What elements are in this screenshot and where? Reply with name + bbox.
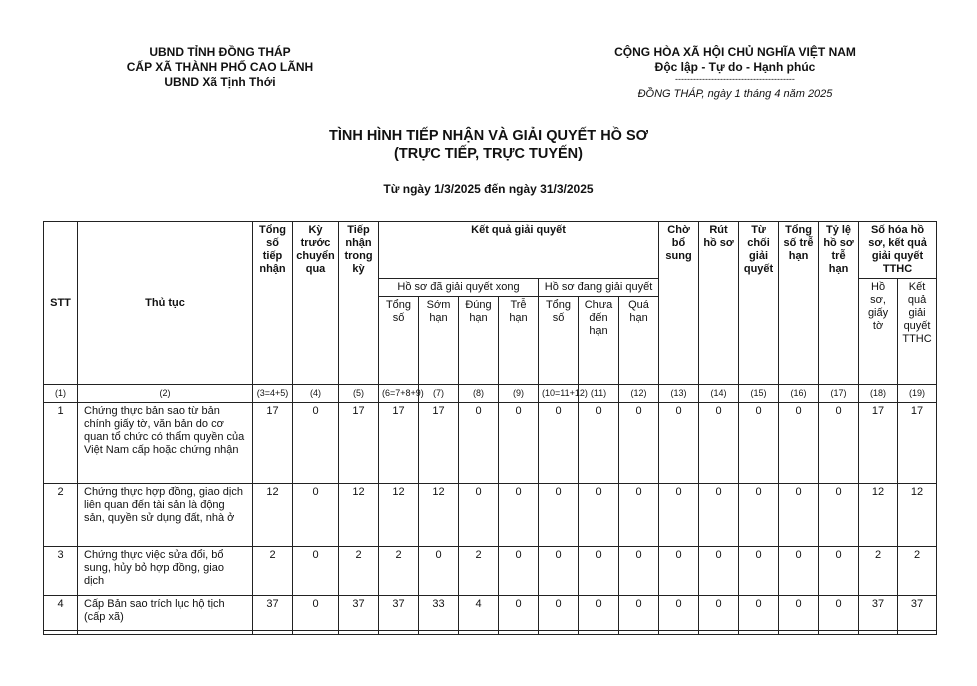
table-row bbox=[44, 403, 937, 484]
empty-cell bbox=[499, 631, 539, 635]
col-stt: STT bbox=[44, 222, 78, 385]
cell-value: 0 bbox=[293, 596, 339, 631]
cell-value: 2 bbox=[459, 547, 499, 596]
col-so-hoa-ho-so: Hồ sơ, giấy tờ bbox=[859, 279, 898, 385]
empty-cell bbox=[819, 631, 859, 635]
empty-cell bbox=[44, 631, 78, 635]
col-chua-den-han: Chưa đến hạn bbox=[579, 297, 619, 385]
empty-cell bbox=[253, 631, 293, 635]
row-stt: 3 bbox=[44, 547, 78, 596]
column-number: (19) bbox=[898, 385, 937, 403]
cell-value: 0 bbox=[739, 403, 779, 484]
agency-header bbox=[90, 45, 350, 90]
cell-value: 0 bbox=[619, 596, 659, 631]
cell-value: 0 bbox=[699, 596, 739, 631]
cell-value: 0 bbox=[619, 403, 659, 484]
empty-cell bbox=[539, 631, 579, 635]
cell-value: 0 bbox=[293, 403, 339, 484]
cell-value: 0 bbox=[779, 596, 819, 631]
cell-value: 0 bbox=[819, 596, 859, 631]
cell-value: 0 bbox=[579, 596, 619, 631]
col-ket-qua: Kết quả giải quyết bbox=[379, 222, 659, 279]
cell-value: 0 bbox=[779, 403, 819, 484]
cell-value: 0 bbox=[819, 403, 859, 484]
cell-value: 0 bbox=[739, 547, 779, 596]
column-number: (14) bbox=[699, 385, 739, 403]
cell-value: 0 bbox=[499, 596, 539, 631]
cell-value: 0 bbox=[779, 547, 819, 596]
empty-cell bbox=[293, 631, 339, 635]
report-period: Từ ngày 1/3/2025 đến ngày 31/3/2025 bbox=[383, 182, 594, 196]
cell-value: 17 bbox=[419, 403, 459, 484]
cell-value: 4 bbox=[459, 596, 499, 631]
empty-cell bbox=[419, 631, 459, 635]
column-number: (17) bbox=[819, 385, 859, 403]
column-number: (7) bbox=[419, 385, 459, 403]
empty-cell bbox=[339, 631, 379, 635]
col-dang-tong-so: Tổng số bbox=[539, 297, 579, 385]
cell-value: 12 bbox=[379, 484, 419, 547]
column-number: (9) bbox=[499, 385, 539, 403]
column-number: (5) bbox=[339, 385, 379, 403]
cell-value: 0 bbox=[539, 403, 579, 484]
cell-value: 2 bbox=[253, 547, 293, 596]
cell-value: 17 bbox=[253, 403, 293, 484]
cell-value: 0 bbox=[579, 484, 619, 547]
column-number: (16) bbox=[779, 385, 819, 403]
cell-value: 0 bbox=[699, 547, 739, 596]
table-row bbox=[44, 596, 937, 631]
cell-value: 12 bbox=[419, 484, 459, 547]
agency-city: CẤP XÃ THÀNH PHỐ CAO LÃNH bbox=[126, 60, 314, 74]
row-thu-tuc: Chứng thực hợp đồng, giao dịch liên quan đến tài sản là động sản, quyền sử dụng đất, nhà ở bbox=[78, 484, 253, 547]
row-stt: 4 bbox=[44, 596, 78, 631]
col-ky-truoc: Kỳ trước chuyển qua bbox=[293, 222, 339, 385]
col-ty-le-tre-han: Tỷ lệ hồ sơ trễ hạn bbox=[819, 222, 859, 385]
empty-cell bbox=[579, 631, 619, 635]
column-number: (11) bbox=[579, 385, 619, 403]
cell-value: 0 bbox=[819, 484, 859, 547]
row-stt: 1 bbox=[44, 403, 78, 484]
table-row bbox=[44, 547, 937, 596]
cell-value: 17 bbox=[379, 403, 419, 484]
cell-value: 37 bbox=[379, 596, 419, 631]
report-title-line1: TÌNH HÌNH TIẾP NHẬN VÀ GIẢI QUYẾT HỒ SƠ bbox=[328, 128, 649, 144]
column-number: (8) bbox=[459, 385, 499, 403]
column-number: (13) bbox=[659, 385, 699, 403]
col-tu-choi: Từ chối giải quyết bbox=[739, 222, 779, 385]
cell-value: 2 bbox=[859, 547, 898, 596]
cell-value: 12 bbox=[339, 484, 379, 547]
cell-value: 0 bbox=[819, 547, 859, 596]
cell-value: 0 bbox=[459, 403, 499, 484]
col-tre-han: Trễ hạn bbox=[499, 297, 539, 385]
cell-value: 0 bbox=[699, 403, 739, 484]
column-number: (2) bbox=[78, 385, 253, 403]
empty-cell bbox=[859, 631, 898, 635]
col-tiep-nhan-trong-ky: Tiếp nhận trong kỳ bbox=[339, 222, 379, 385]
cell-value: 0 bbox=[659, 596, 699, 631]
cell-value: 0 bbox=[499, 484, 539, 547]
cell-value: 37 bbox=[339, 596, 379, 631]
empty-cell bbox=[78, 631, 253, 635]
cell-value: 2 bbox=[379, 547, 419, 596]
agency-commune: UBND Xã Tịnh Thới bbox=[164, 75, 276, 89]
cell-value: 0 bbox=[539, 484, 579, 547]
header-separator: ---------------------------------------- bbox=[675, 74, 795, 84]
empty-cell bbox=[699, 631, 739, 635]
column-number: (3=4+5) bbox=[253, 385, 293, 403]
row-thu-tuc: Chứng thực bản sao từ bản chính giấy tờ, văn bản do cơ quan tổ chức có thẩm quyền của Việt Nam cấp hoặc chứng nhận bbox=[78, 403, 253, 484]
col-tong-so-tiep-nhan: Tổng số tiếp nhận bbox=[253, 222, 293, 385]
cell-value: 0 bbox=[293, 547, 339, 596]
cell-value: 0 bbox=[459, 484, 499, 547]
cell-value: 0 bbox=[659, 403, 699, 484]
cell-value: 0 bbox=[659, 547, 699, 596]
cell-value: 12 bbox=[898, 484, 937, 547]
column-number: (12) bbox=[619, 385, 659, 403]
row-thu-tuc: Chứng thực việc sửa đổi, bổ sung, hủy bỏ hợp đồng, giao dịch bbox=[78, 547, 253, 596]
empty-cell bbox=[459, 631, 499, 635]
column-number: (18) bbox=[859, 385, 898, 403]
cell-value: 37 bbox=[898, 596, 937, 631]
col-thu-tuc: Thủ tục bbox=[78, 222, 253, 385]
col-dung-han: Đúng hạn bbox=[459, 297, 499, 385]
cell-value: 0 bbox=[579, 547, 619, 596]
col-som-han: Sớm hạn bbox=[419, 297, 459, 385]
empty-cell bbox=[739, 631, 779, 635]
cell-value: 0 bbox=[699, 484, 739, 547]
cell-value: 0 bbox=[579, 403, 619, 484]
national-name: CỘNG HÒA XÃ HỘI CHỦ NGHĨA VIỆT NAM bbox=[614, 45, 856, 59]
column-number: (6=7+8+9) bbox=[379, 385, 419, 403]
column-number: (15) bbox=[739, 385, 779, 403]
column-number: (10=11+12) bbox=[539, 385, 579, 403]
cell-value: 0 bbox=[293, 484, 339, 547]
table-row-partial bbox=[44, 631, 937, 635]
cell-value: 0 bbox=[539, 547, 579, 596]
cell-value: 17 bbox=[898, 403, 937, 484]
cell-value: 2 bbox=[898, 547, 937, 596]
col-dang-giai-quyet: Hồ sơ đang giải quyết bbox=[539, 279, 659, 297]
cell-value: 0 bbox=[499, 547, 539, 596]
cell-value: 0 bbox=[619, 484, 659, 547]
col-qua-han: Quá hạn bbox=[619, 297, 659, 385]
cell-value: 0 bbox=[499, 403, 539, 484]
col-rut-ho-so: Rút hồ sơ bbox=[699, 222, 739, 385]
document-date: ĐỒNG THÁP, ngày 1 tháng 4 năm 2025 bbox=[637, 88, 833, 100]
col-xong-tong-so: Tổng số bbox=[379, 297, 419, 385]
report-title bbox=[0, 127, 977, 163]
col-so-hoa: Số hóa hồ sơ, kết quả giải quyết TTHC bbox=[859, 222, 937, 279]
cell-value: 12 bbox=[253, 484, 293, 547]
empty-cell bbox=[898, 631, 937, 635]
cell-value: 0 bbox=[419, 547, 459, 596]
col-tong-so-tre-han: Tổng số trễ hạn bbox=[779, 222, 819, 385]
agency-province: UBND TỈNH ĐỒNG THÁP bbox=[149, 45, 291, 59]
cell-value: 33 bbox=[419, 596, 459, 631]
national-header bbox=[575, 45, 895, 102]
col-da-giai-quyet: Hồ sơ đã giải quyết xong bbox=[379, 279, 539, 297]
table-row bbox=[44, 484, 937, 547]
column-number-row bbox=[44, 385, 937, 403]
cell-value: 37 bbox=[253, 596, 293, 631]
empty-cell bbox=[779, 631, 819, 635]
empty-cell bbox=[659, 631, 699, 635]
cell-value: 0 bbox=[539, 596, 579, 631]
empty-cell bbox=[619, 631, 659, 635]
cell-value: 0 bbox=[779, 484, 819, 547]
report-table bbox=[43, 221, 937, 635]
cell-value: 2 bbox=[339, 547, 379, 596]
col-so-hoa-ket-qua: Kết quả giải quyết TTHC bbox=[898, 279, 937, 385]
empty-cell bbox=[379, 631, 419, 635]
cell-value: 12 bbox=[859, 484, 898, 547]
row-thu-tuc: Cấp Bản sao trích lục hộ tịch (cấp xã) bbox=[78, 596, 253, 631]
report-title-line2: (TRỰC TIẾP, TRỰC TUYẾN) bbox=[394, 146, 583, 162]
col-cho-bo-sung: Chờ bổ sung bbox=[659, 222, 699, 385]
column-number: (4) bbox=[293, 385, 339, 403]
cell-value: 0 bbox=[619, 547, 659, 596]
national-motto: Độc lập - Tự do - Hạnh phúc bbox=[654, 60, 816, 74]
cell-value: 37 bbox=[859, 596, 898, 631]
cell-value: 17 bbox=[339, 403, 379, 484]
row-stt: 2 bbox=[44, 484, 78, 547]
cell-value: 17 bbox=[859, 403, 898, 484]
cell-value: 0 bbox=[739, 484, 779, 547]
cell-value: 0 bbox=[739, 596, 779, 631]
header-row-1 bbox=[44, 222, 937, 279]
cell-value: 0 bbox=[659, 484, 699, 547]
column-number: (1) bbox=[44, 385, 78, 403]
